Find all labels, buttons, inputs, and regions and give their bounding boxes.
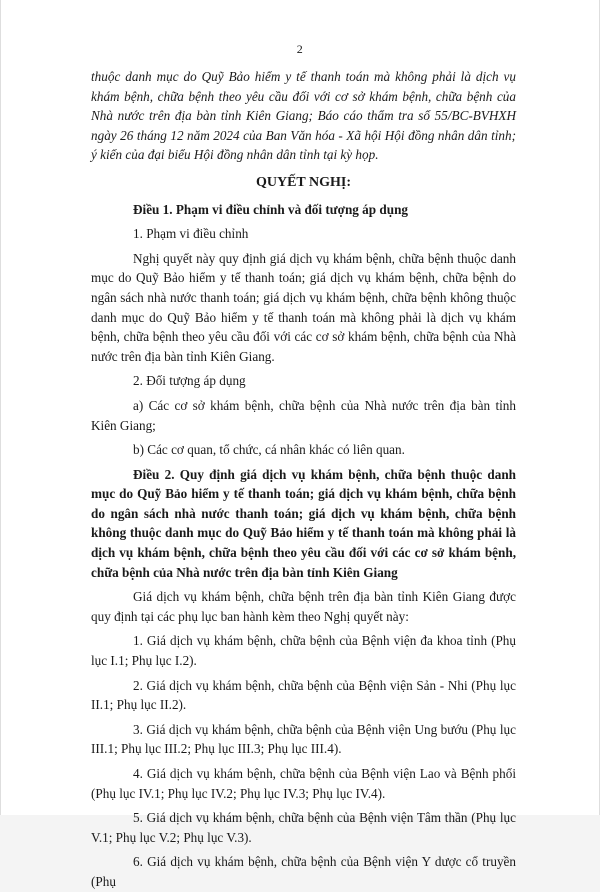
list-item: 1. Giá dịch vụ khám bệnh, chữa bệnh của Bệnh viện đa khoa tỉnh (Phụ lục I.1; Phụ lục I.2).	[91, 633, 516, 669]
list-item: 4. Giá dịch vụ khám bệnh, chữa bệnh của Bệnh viện Lao và Bệnh phổi (Phụ lục IV.1; Phụ lục IV.2; Phụ lục IV.3; Phụ lục IV.4).	[91, 766, 516, 801]
intro-paragraph: thuộc danh mục do Quỹ Bảo hiểm y tế thanh toán mà không phải là dịch vụ khám bệnh, chữa bệnh theo yêu cầu đối với cơ sở khám bệnh, chữa bệnh của Nhà nước trên địa bàn tỉnh Kiên Giang; Báo cáo thẩm tra số 55/BC-BVHXH ngày 26 tháng 12 năm 2024 của Ban Văn hóa - Xã hội Hội đồng nhân dân tỉnh; ý kiến của đại biểu Hội đồng nhân dân tỉnh tại kỳ họp.	[91, 69, 516, 163]
appendix-list	[91, 631, 516, 891]
resolution-heading: QUYẾT NGHỊ:	[255, 174, 352, 190]
article-1-clause-2-title: 2. Đối tượng áp dụng	[133, 373, 246, 389]
list-item: 5. Giá dịch vụ khám bệnh, chữa bệnh của Bệnh viện Tâm thần (Phụ lục V.1; Phụ lục V.2; Phụ lục V.3).	[91, 810, 516, 845]
document-body	[91, 67, 516, 892]
article-1-clause-1-title: 1. Phạm vi điều chỉnh	[133, 226, 249, 242]
list-item: 3. Giá dịch vụ khám bệnh, chữa bệnh của Bệnh viện Ung bướu (Phụ lục III.1; Phụ lục III.2; Phụ lục III.3; Phụ lục III.4).	[91, 721, 516, 757]
list-item: 6. Giá dịch vụ khám bệnh, chữa bệnh của Bệnh viện Y dược cổ truyền (Phụ	[91, 854, 516, 889]
article-1-clause-2-a: a) Các cơ sở khám bệnh, chữa bệnh của Nhà nước trên địa bàn tỉnh Kiên Giang;	[91, 397, 516, 433]
article-1-title: Điều 1. Phạm vi điều chỉnh và đối tượng áp dụng	[133, 201, 409, 217]
article-1-clause-2-b: b) Các cơ quan, tổ chức, cá nhân khác có liên quan.	[133, 442, 405, 458]
page-number: 2	[296, 42, 304, 56]
article-2-lead: Giá dịch vụ khám bệnh, chữa bệnh trên địa bàn tỉnh Kiên Giang được quy định tại các phụ lục ban hành kèm theo Nghị quyết này:	[91, 589, 516, 624]
list-item: 2. Giá dịch vụ khám bệnh, chữa bệnh của Bệnh viện Sản - Nhi (Phụ lục II.1; Phụ lục II.2).	[91, 677, 516, 713]
article-1-clause-1-text: Nghị quyết này quy định giá dịch vụ khám bệnh, chữa bệnh thuộc danh mục do Quỹ Bảo hiểm y tế thanh toán; giá dịch vụ khám bệnh, chữa bệnh do ngân sách nhà nước thanh toán; giá dịch vụ khám bệnh, chữa bệnh không thuộc danh mục do Quỹ Bảo hiểm y tế thanh toán mà không phải là dịch vụ khám bệnh, chữa bệnh theo yêu cầu đối với các cơ sở khám bệnh, chữa bệnh của Nhà nước trên địa bàn tỉnh Kiên Giang.	[91, 250, 516, 364]
article-2-title: Điều 2. Quy định giá dịch vụ khám bệnh, chữa bệnh thuộc danh mục do Quỹ Bảo hiểm y tế thanh toán; giá dịch vụ khám bệnh, chữa bệnh do ngân sách nhà nước thanh toán; giá dịch vụ khám bệnh, chữa bệnh không thuộc danh mục do Quỹ Bảo hiểm y tế thanh toán mà không phải là dịch vụ khám bệnh, chữa bệnh theo yêu cầu đối với các cơ sở khám bệnh, chữa bệnh của Nhà nước trên địa bàn tỉnh Kiên Giang	[91, 466, 516, 580]
